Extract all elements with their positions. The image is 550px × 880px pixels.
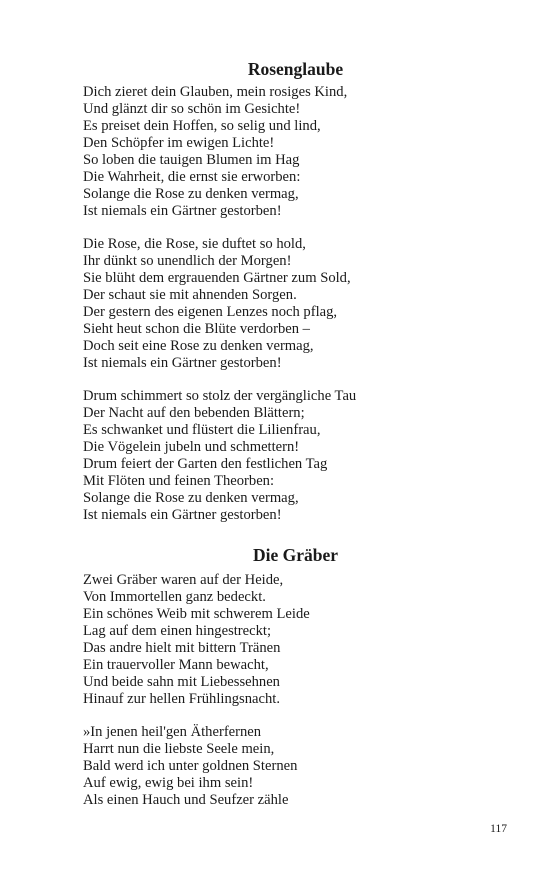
poem-line: Den Schöpfer im ewigen Lichte! bbox=[83, 135, 275, 151]
poem-line: Sieht heut schon die Blüte verdorben – bbox=[83, 321, 310, 337]
poem-stanza bbox=[83, 572, 310, 708]
page-number: 117 bbox=[490, 823, 507, 835]
poem-line: Der gestern des eigenen Lenzes noch pflag, bbox=[83, 304, 338, 320]
poem-line: Doch seit eine Rose zu denken vermag, bbox=[83, 338, 314, 354]
poem-line: Die Rose, die Rose, sie duftet so hold, bbox=[83, 236, 306, 252]
poem-line: Auf ewig, ewig bei ihm sein! bbox=[83, 775, 254, 791]
poem-line: Ein trauervoller Mann bewacht, bbox=[83, 657, 269, 673]
poem-line: Und beide sahn mit Liebessehnen bbox=[83, 674, 280, 690]
poem-line: Der Nacht auf den bebenden Blättern; bbox=[83, 405, 305, 421]
poem-title-rosenglaube: Rosenglaube bbox=[247, 59, 344, 79]
poem-stanza bbox=[83, 236, 351, 372]
poem-line: Ein schönes Weib mit schwerem Leide bbox=[83, 606, 310, 622]
poem-line: Ist niemals ein Gärtner gestorben! bbox=[83, 355, 282, 371]
poem-line: Ist niemals ein Gärtner gestorben! bbox=[83, 203, 282, 219]
poem-line: Und glänzt dir so schön im Gesichte! bbox=[83, 101, 301, 117]
poem-line: Harrt nun die liebste Seele mein, bbox=[83, 741, 275, 757]
poem-line: Solange die Rose zu denken vermag, bbox=[83, 490, 299, 506]
poem-line: Es schwanket und flüstert die Lilienfrau, bbox=[83, 422, 321, 438]
poem-line: Drum schimmert so stolz der vergängliche Tau bbox=[83, 388, 357, 404]
poem-title-die-graeber: Die Gräber bbox=[252, 545, 339, 565]
poem-line: Das andre hielt mit bittern Tränen bbox=[83, 640, 281, 656]
poem-line: »In jenen heil'gen Ätherfernen bbox=[83, 724, 262, 740]
poem-line: Der schaut sie mit ahnenden Sorgen. bbox=[83, 287, 297, 303]
poem-line: Dich zieret dein Glauben, mein rosiges Kind, bbox=[83, 84, 348, 100]
poem-stanza bbox=[83, 388, 356, 524]
poem-line: Ist niemals ein Gärtner gestorben! bbox=[83, 507, 282, 523]
poem-line: Lag auf dem einen hingestreckt; bbox=[83, 623, 272, 639]
poem-stanza bbox=[83, 84, 347, 220]
poem-line: Sie blüht dem ergrauenden Gärtner zum Sold, bbox=[83, 270, 351, 286]
poem-stanza bbox=[83, 724, 297, 809]
poem-line: Solange die Rose zu denken vermag, bbox=[83, 186, 299, 202]
poem-line: Hinauf zur hellen Frühlingsnacht. bbox=[83, 691, 280, 707]
poem-line: So loben die tauigen Blumen im Hag bbox=[83, 152, 300, 168]
poem-line: Als einen Hauch und Seufzer zähle bbox=[83, 792, 289, 808]
poem-line: Mit Flöten und feinen Theorben: bbox=[83, 473, 275, 489]
poem-line: Die Wahrheit, die ernst sie erworben: bbox=[83, 169, 301, 185]
poem-line: Von Immortellen ganz bedeckt. bbox=[83, 589, 266, 605]
poem-line: Die Vögelein jubeln und schmettern! bbox=[83, 439, 300, 455]
poem-line: Ihr dünkt so unendlich der Morgen! bbox=[83, 253, 292, 269]
poem-line: Es preiset dein Hoffen, so selig und lind, bbox=[83, 118, 321, 134]
poem-line: Drum feiert der Garten den festlichen Tag bbox=[83, 456, 328, 472]
poem-line: Bald werd ich unter goldnen Sternen bbox=[83, 758, 298, 774]
poem-line: Zwei Gräber waren auf der Heide, bbox=[83, 572, 284, 588]
